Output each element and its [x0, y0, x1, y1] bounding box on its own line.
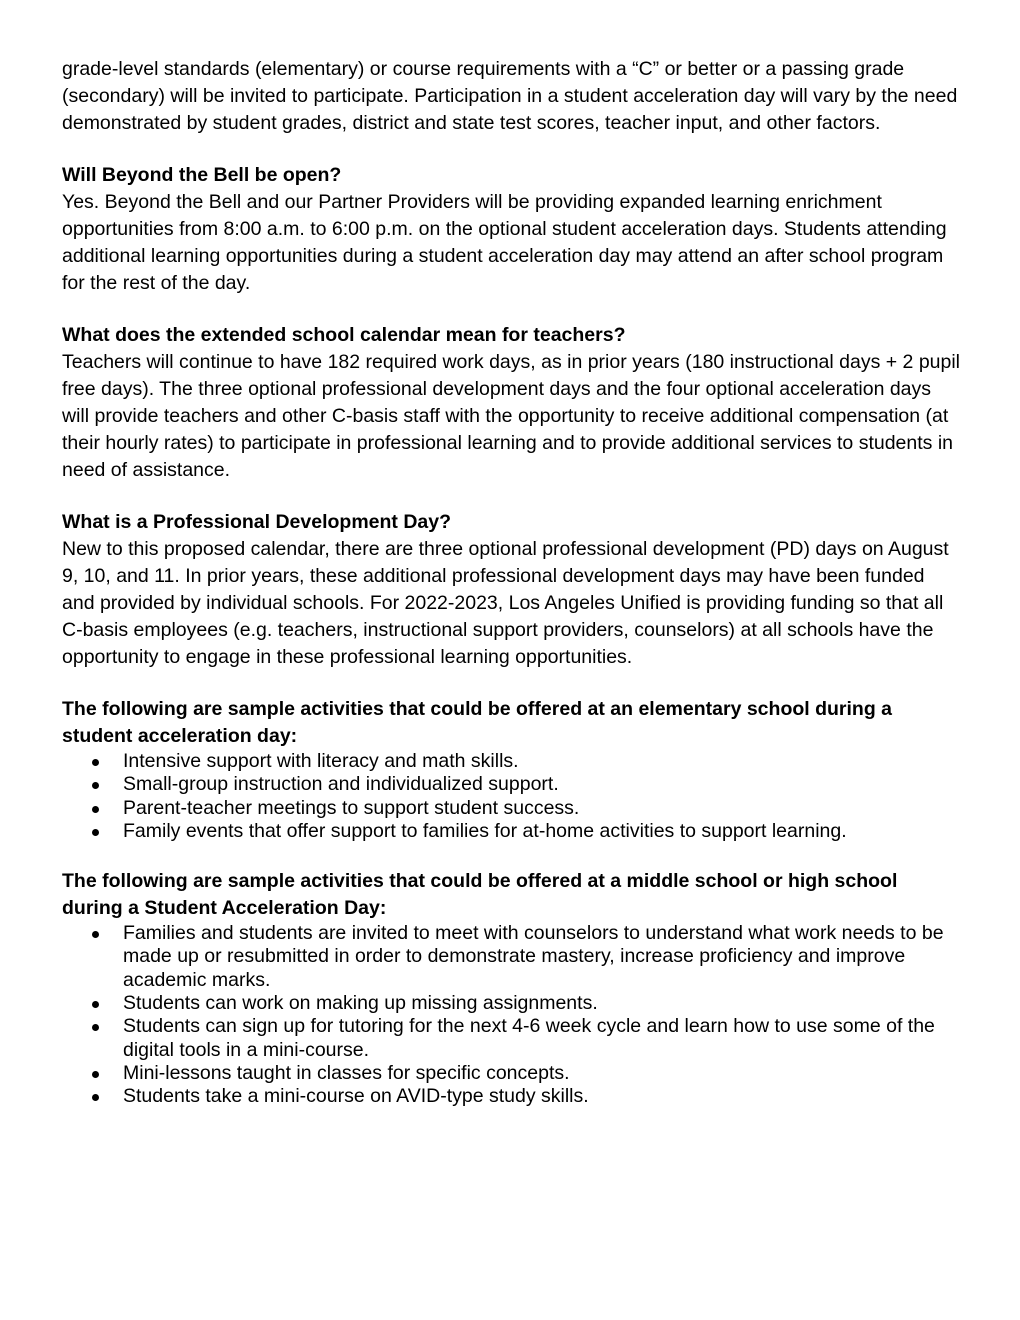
paragraph-pd-day-answer: New to this proposed calendar, there are three optional professional development (PD) days on August 9, 10, and 11. In prior years, these additional professional development days may have been funded and provided by individual schools. For 2022-2023, Los Angeles Unified is providing funding so that all C-basis employees (e.g. teachers, instructional support providers, counselors) at all schools have the opportunity to engage in these professional learning opportunities.: [62, 538, 949, 668]
list-item-text: Mini-lessons taught in classes for specific concepts.: [123, 1061, 570, 1084]
list-item-text: Families and students are invited to meet with counselors to understand what work needs to be made up or resubmitted in order to demonstrate mastery, increase proficiency and improve academic marks.: [123, 922, 944, 991]
list-item-text: Family events that offer support to families for at-home activities to support learning.: [123, 819, 847, 842]
paragraph-beyond-the-bell-answer: Yes. Beyond the Bell and our Partner Providers will be providing expanded learning enrichment opportunities from 8:00 a.m. to 6:00 p.m. on the optional student acceleration days. Students attending additional learning opportunities during a student acceleration day may attend an after school program for the rest of the day.: [62, 191, 947, 294]
elementary-activities-list: [62, 750, 962, 843]
bullet-icon: [92, 1024, 99, 1031]
list-item-text: Students take a mini-course on AVID-type study skills.: [123, 1085, 589, 1108]
list-item: [62, 750, 962, 773]
heading-professional-development-day: What is a Professional Development Day?: [62, 511, 452, 533]
heading-extended-calendar-teachers: What does the extended school calendar mean for teachers?: [62, 324, 626, 346]
paragraph-acceleration-eligibility: grade-level standards (elementary) or course requirements with a “C” or better or a passing grade (secondary) will be invited to participate. Participation in a student acceleration day will vary by the need demonstrated by student grades, district and state test scores, teacher input, and other factors.: [62, 58, 958, 134]
list-item: [62, 1062, 962, 1085]
list-item-text: Small-group instruction and individualized support.: [123, 773, 559, 796]
heading-elementary-activities-intro: The following are sample activities that could be offered at an elementary school during a student acceleration day:: [62, 698, 893, 747]
bullet-icon: [92, 759, 99, 766]
heading-secondary-activities-intro: The following are sample activities that could be offered at a middle school or high school during a Student Acceleration Day:: [62, 870, 898, 920]
secondary-activities-list: [62, 922, 962, 1108]
bullet-icon: [92, 1071, 99, 1078]
bullet-icon: [92, 1094, 99, 1101]
list-item: [62, 820, 962, 843]
list-item-text: Parent-teacher meetings to support student success.: [123, 796, 580, 819]
list-item-text: Students can work on making up missing assignments.: [123, 992, 598, 1015]
list-item: [62, 1015, 962, 1062]
bullet-icon: [92, 829, 99, 836]
paragraph-teachers-answer: Teachers will continue to have 182 required work days, as in prior years (180 instructional days + 2 pupil free days). The three optional professional development days and the four optional acceleration days will provide teachers and other C-basis staff with the opportunity to receive additional compensation (at their hourly rates) to participate in professional learning and to provide additional services to students in need of assistance.: [62, 351, 961, 481]
list-item-text: Students can sign up for tutoring for the next 4-6 week cycle and learn how to use some of the digital tools in a mini-course.: [123, 1015, 935, 1061]
list-item: [62, 773, 962, 796]
list-item-text: Intensive support with literacy and math skills.: [123, 750, 519, 772]
list-item: [62, 992, 962, 1015]
heading-beyond-the-bell: Will Beyond the Bell be open?: [62, 164, 342, 186]
bullet-icon: [92, 1001, 99, 1008]
list-item: [62, 922, 962, 992]
bullet-icon: [92, 782, 99, 789]
bullet-icon: [92, 931, 99, 938]
bullet-icon: [92, 806, 99, 813]
list-item: [62, 797, 962, 820]
list-item: [62, 1085, 962, 1108]
